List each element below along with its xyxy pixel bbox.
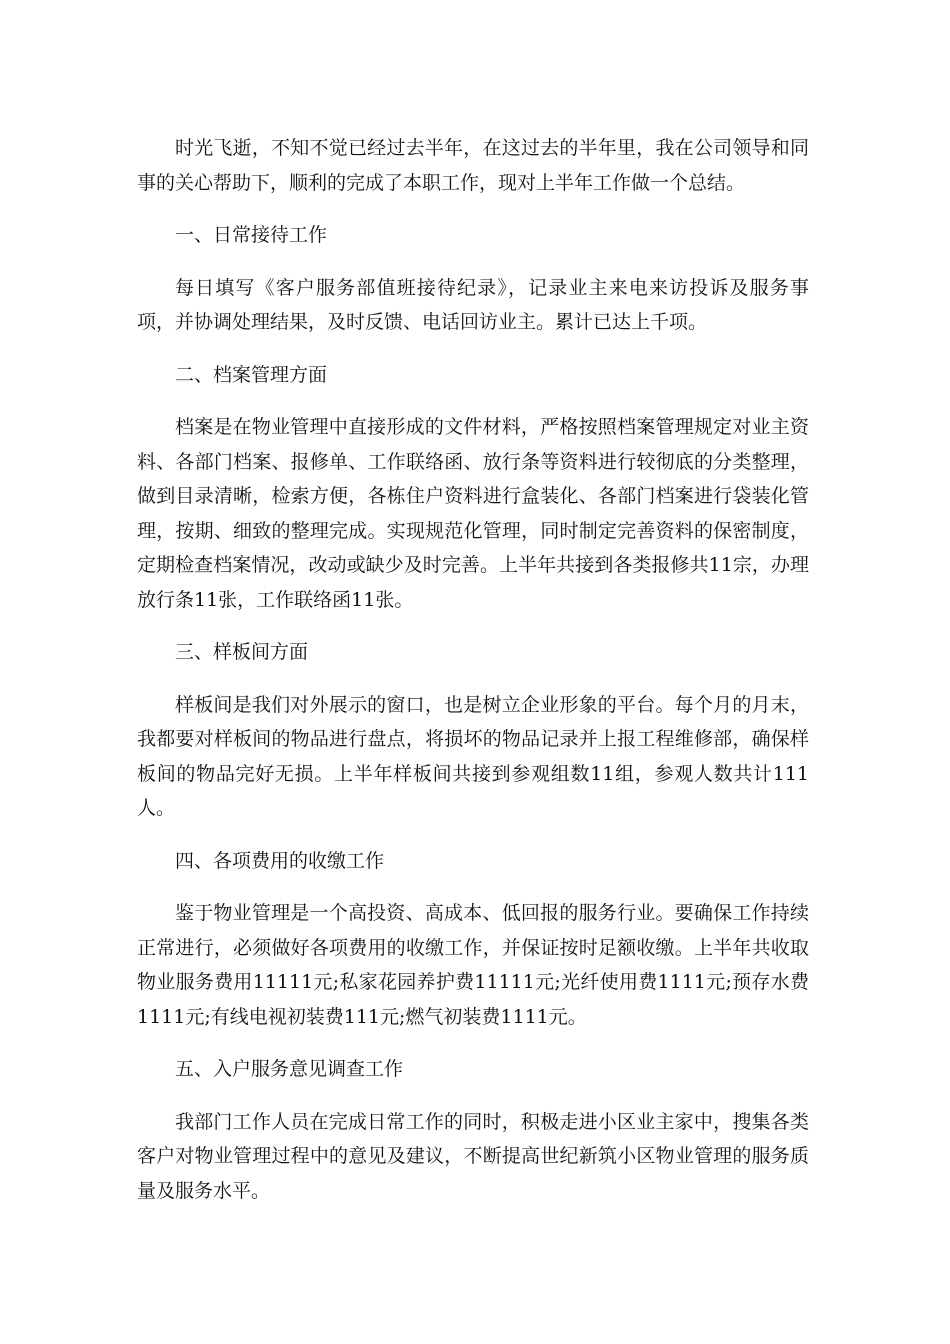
spacer	[137, 1034, 809, 1052]
spacer	[137, 1087, 809, 1105]
spacer	[137, 200, 809, 218]
section-heading-daily-reception: 一、日常接待工作	[175, 224, 328, 246]
spacer	[137, 670, 809, 688]
spacer	[137, 878, 809, 896]
section-heading-model-room: 三、样板间方面	[175, 641, 309, 663]
section-body-survey: 我部门工作人员在完成日常工作的同时，积极走进小区业主家中，搜集各类客户对物业管理过程中的意见及建议，不断提高世纪新筑小区物业管理的服务质量及服务水平。	[137, 1110, 809, 1202]
spacer	[137, 392, 809, 410]
spacer	[137, 340, 809, 358]
section-body-fee-collection: 鉴于物业管理是一个高投资、高成本、低回报的服务行业。要确保工作持续正常进行，必须做好各项费用的收缴工作，并保证按时足额收缴。上半年共收取物业服务费用11111元;私家花园养护费11111元;光纤使用费1111元;预存水费1111元;有线电视初装费111元;燃气初装费1111元。	[137, 902, 809, 1028]
section-heading-archive-management: 二、档案管理方面	[175, 363, 328, 386]
section-heading-survey: 五、入户服务意见调查工作	[175, 1058, 404, 1080]
intro-paragraph: 时光飞逝，不知不觉已经过去半年，在这过去的半年里，我在公司领导和同事的关心帮助下，顺利的完成了本职工作，现对上半年工作做一个总结。	[137, 137, 809, 194]
section-body-daily-reception: 每日填写《客户服务部值班接待纪录》，记录业主来电来访投诉及服务事项，并协调处理结果，及时反馈、电话回访业主。累计已达上千项。	[137, 276, 809, 333]
document-body	[137, 131, 809, 1208]
spacer	[137, 253, 809, 271]
section-body-archive-management: 档案是在物业管理中直接形成的文件材料，严格按照档案管理规定对业主资料、各部门档案、报修单、工作联络函、放行条等资料进行较彻底的分类整理，做到目录清晰，检索方便，各栋住户资料进行盒装化、各部门档案进行袋装化管理，按期、细致的整理完成。实现规范化管理，同时制定完善资料的保密制度，定期检查档案情况，改动或缺少及时完善。上半年共接到各类报修共11宗，办理放行条11张，工作联络函11张。	[137, 416, 809, 611]
section-heading-fee-collection: 四、各项费用的收缴工作	[175, 849, 385, 872]
section-body-model-room: 样板间是我们对外展示的窗口，也是树立企业形象的平台。每个月的月末，我都要对样板间的物品进行盘点，将损坏的物品记录并上报工程维修部，确保样板间的物品完好无损。上半年样板间共接到参观组数11组，参观人数共计111人。	[137, 693, 809, 819]
spacer	[137, 617, 809, 635]
spacer	[137, 826, 809, 844]
